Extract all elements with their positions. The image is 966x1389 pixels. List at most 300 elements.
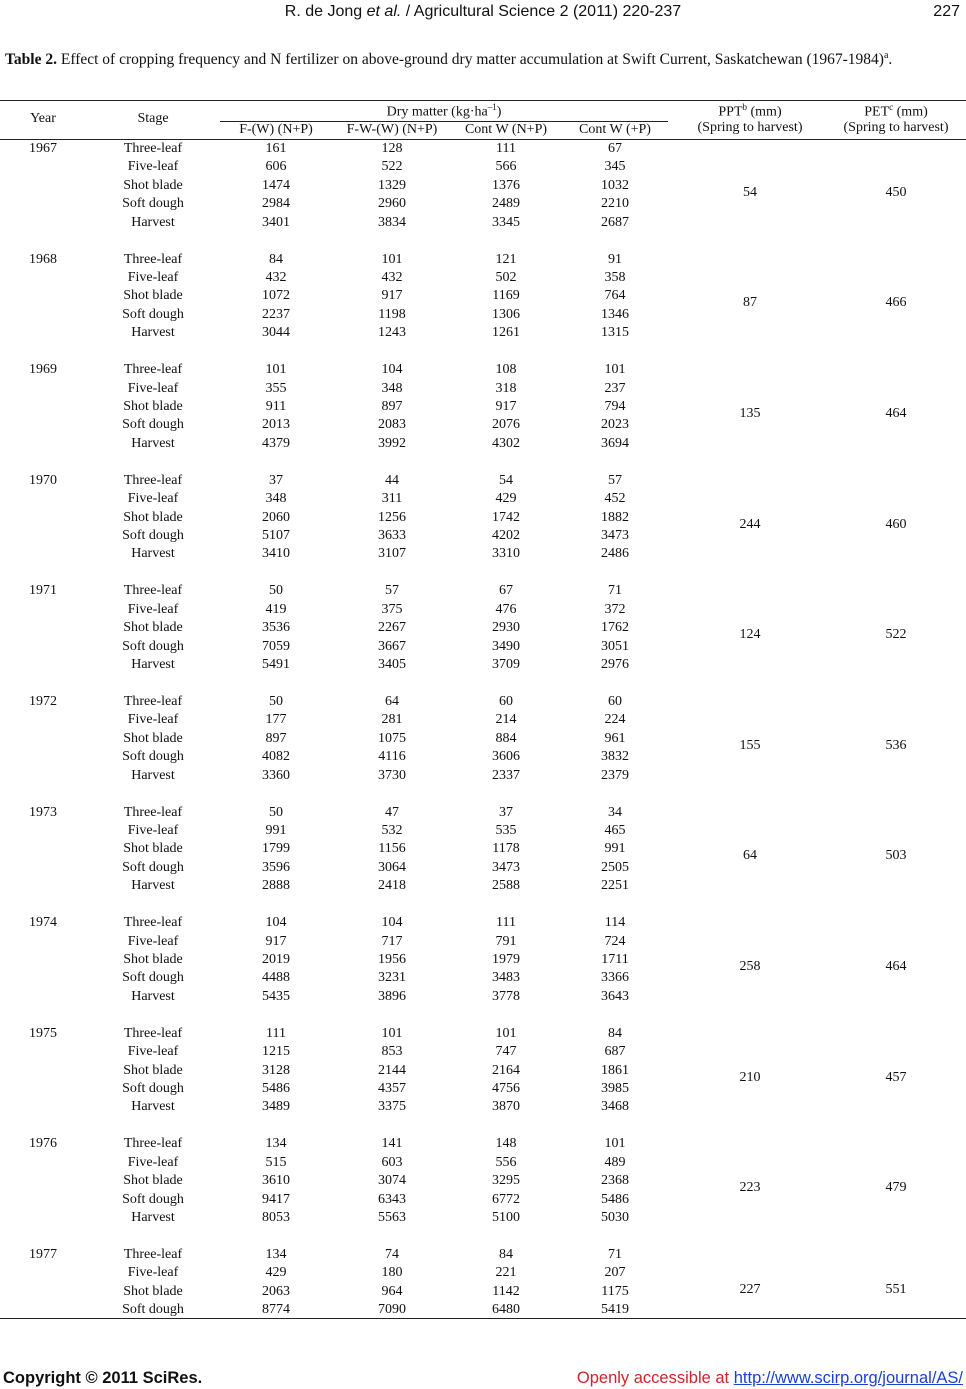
dry-matter-cell: 74 — [385, 1247, 399, 1262]
dry-matter-cell: 3401 — [262, 214, 290, 230]
dry-matter-cell: 2083 — [378, 417, 406, 433]
dry-matter-cell: 2164 — [492, 1062, 520, 1078]
dry-matter-cell: 1198 — [378, 306, 406, 322]
header-col-2: F-W-(W) (N+P) — [346, 122, 438, 137]
stage-cell: Three-leaf — [123, 472, 183, 488]
header-col-1: F-(W) (N+P) — [239, 122, 313, 137]
dry-matter-cell: 3992 — [378, 435, 406, 451]
dry-matter-cell: 358 — [604, 270, 626, 285]
dry-matter-cell: 917 — [265, 933, 287, 949]
dry-matter-cell: 476 — [495, 601, 517, 617]
header-pet — [818, 102, 966, 121]
dry-matter-cell: 84 — [608, 1025, 622, 1041]
pet-cell: 551 — [885, 1281, 907, 1297]
stage-cell: Three-leaf — [123, 583, 183, 599]
dry-matter-cell: 84 — [499, 1247, 513, 1262]
dry-matter-cell: 3896 — [378, 988, 406, 1004]
stage-cell: Three-leaf — [123, 1136, 183, 1152]
dry-matter-cell: 134 — [265, 1136, 287, 1152]
dry-matter-cell: 5486 — [262, 1081, 290, 1096]
dry-matter-cell: 4379 — [262, 435, 290, 451]
dry-matter-cell: 2379 — [601, 767, 629, 783]
caption-footnote-mark: a — [883, 50, 889, 61]
dry-matter-cell: 101 — [265, 362, 287, 378]
dry-matter-cell: 2687 — [601, 214, 629, 230]
ppt-cell: 64 — [743, 848, 757, 864]
stage-cell: Shot blade — [123, 1173, 183, 1189]
dry-matter-cell: 3231 — [378, 970, 406, 986]
dry-matter-cell: 101 — [381, 251, 403, 267]
dry-matter-cell: 207 — [604, 1265, 626, 1281]
dry-matter-cell: 84 — [269, 251, 283, 267]
dry-matter-cell: 489 — [604, 1154, 626, 1170]
ppt-cell: 258 — [739, 959, 761, 974]
year-cell: 1967 — [29, 141, 57, 156]
dry-matter-cell: 9417 — [262, 1191, 290, 1207]
dry-matter-cell: 2368 — [601, 1173, 629, 1189]
dry-matter-cell: 1742 — [492, 509, 520, 525]
year-cell: 1975 — [29, 1025, 57, 1041]
stage-cell: Three-leaf — [123, 141, 183, 156]
dry-matter-cell: 419 — [265, 601, 287, 617]
dry-matter-cell: 964 — [381, 1283, 403, 1299]
stage-cell: Harvest — [131, 988, 175, 1004]
dry-matter-cell: 1072 — [262, 288, 290, 304]
dry-matter-cell: 1156 — [378, 841, 406, 857]
stage-cell: Three-leaf — [123, 362, 183, 378]
stage-cell: Soft dough — [122, 970, 184, 986]
dry-matter-cell: 71 — [608, 583, 622, 599]
ppt-cell: 227 — [739, 1281, 761, 1297]
dry-matter-cell: 111 — [496, 915, 516, 931]
dry-matter-cell: 2210 — [601, 196, 629, 212]
dry-matter-cell: 3667 — [378, 638, 406, 654]
dry-matter-cell: 717 — [381, 933, 403, 949]
dry-matter-cell: 318 — [495, 380, 517, 396]
dry-matter-cell: 3473 — [492, 859, 520, 875]
dry-matter-cell: 911 — [265, 399, 287, 414]
dry-matter-cell: 3633 — [378, 528, 406, 543]
dry-matter-cell: 1142 — [492, 1283, 520, 1299]
caption-end: . — [888, 51, 893, 69]
dry-matter-cell: 4488 — [262, 970, 290, 986]
dry-matter-cell: 4302 — [492, 435, 520, 451]
year-cell: 1969 — [29, 362, 57, 378]
stage-cell: Five-leaf — [127, 601, 179, 617]
dry-matter-cell: 104 — [381, 915, 403, 931]
dry-matter-cell: 1979 — [492, 952, 520, 967]
ppt-cell: 124 — [739, 627, 761, 643]
dry-matter-cell: 3107 — [378, 546, 406, 562]
dry-matter-cell: 853 — [381, 1044, 403, 1060]
stage-cell: Five-leaf — [127, 380, 179, 396]
dry-matter-cell: 4357 — [378, 1081, 406, 1096]
year-cell: 1976 — [29, 1136, 57, 1152]
dry-matter-cell: 47 — [385, 804, 399, 820]
dry-matter-cell: 1032 — [601, 177, 629, 193]
stage-cell: Soft dough — [122, 638, 184, 654]
dry-matter-cell: 101 — [604, 362, 626, 378]
year-cell: 1974 — [29, 915, 57, 931]
dry-matter-cell: 3985 — [601, 1081, 629, 1096]
dry-matter-cell: 8774 — [262, 1302, 290, 1318]
dry-matter-cell: 556 — [495, 1154, 517, 1170]
running-header — [0, 3, 966, 27]
dry-matter-cell: 2588 — [492, 878, 520, 894]
dry-matter-cell: 1215 — [262, 1044, 290, 1060]
dry-matter-cell: 372 — [604, 601, 626, 617]
dry-matter-cell: 345 — [604, 159, 626, 175]
dry-matter-cell: 884 — [495, 730, 517, 746]
year-cell: 1970 — [29, 472, 57, 488]
dry-matter-cell: 4082 — [262, 749, 290, 765]
dry-matter-cell: 5491 — [262, 657, 290, 672]
pet-cell: 464 — [885, 406, 907, 421]
caption-text: Effect of cropping frequency and N fertilizer on above-ground dry matter accumulation at Swift Current, Saskatchewan (1967-1984) — [56, 51, 884, 69]
dry-matter-cell: 3064 — [378, 859, 406, 875]
stage-cell: Harvest — [131, 1210, 175, 1225]
citation-etal: et al. — [366, 3, 402, 20]
dry-matter-cell: 1882 — [601, 509, 629, 525]
dry-matter-cell: 1256 — [378, 509, 406, 525]
dry-matter-cell: 8053 — [262, 1210, 290, 1225]
dry-matter-cell: 2267 — [378, 620, 406, 636]
stage-cell: Harvest — [131, 878, 175, 894]
stage-cell: Five-leaf — [127, 712, 179, 728]
pet-cell: 464 — [885, 959, 907, 974]
dry-matter-cell: 432 — [265, 270, 287, 285]
dry-matter-cell: 515 — [265, 1154, 287, 1170]
stage-cell: Soft dough — [122, 528, 184, 543]
dry-matter-cell: 3730 — [378, 767, 406, 783]
dry-matter-cell: 7059 — [262, 638, 290, 654]
dry-matter-cell: 603 — [381, 1154, 403, 1170]
dry-matter-cell: 104 — [265, 915, 287, 931]
access-notice — [577, 1369, 963, 1388]
dry-matter-cell: 111 — [266, 1025, 286, 1041]
dry-matter-cell: 3051 — [601, 638, 629, 654]
dry-matter-cell: 522 — [381, 159, 403, 175]
stage-cell: Soft dough — [122, 1081, 184, 1096]
stage-cell: Three-leaf — [123, 694, 183, 709]
stage-cell: Shot blade — [123, 620, 183, 636]
year-cell: 1968 — [29, 251, 57, 267]
dry-matter-cell: 3483 — [492, 970, 520, 986]
pet-cell: 479 — [885, 1180, 907, 1196]
dry-matter-cell: 5563 — [378, 1210, 406, 1225]
stage-cell: Soft dough — [122, 306, 184, 322]
dry-matter-cell: 4116 — [378, 749, 406, 765]
dry-matter-cell: 64 — [385, 694, 399, 709]
dry-matter-cell: 50 — [269, 583, 283, 599]
dry-matter-cell: 57 — [608, 472, 622, 488]
dry-matter-cell: 121 — [495, 251, 517, 267]
stage-cell: Shot blade — [123, 1283, 183, 1299]
dry-matter-cell: 2144 — [378, 1062, 406, 1078]
dry-matter-cell: 37 — [499, 804, 513, 820]
dry-matter-cell: 375 — [381, 601, 403, 617]
dry-matter-cell: 961 — [604, 730, 626, 746]
stage-cell: Harvest — [131, 767, 175, 783]
access-text: Openly accessible at — [576, 1369, 734, 1387]
pet-cell: 536 — [885, 737, 907, 753]
dry-matter-cell: 3044 — [262, 325, 290, 341]
stage-cell: Harvest — [131, 325, 175, 341]
ppt-cell: 244 — [739, 516, 761, 532]
pet-footnote-mark: c — [889, 102, 894, 112]
pet-cell: 450 — [885, 184, 907, 200]
dry-matter-cell: 3870 — [492, 1099, 520, 1115]
dry-matter-cell: 161 — [265, 141, 287, 156]
dry-matter-cell: 108 — [495, 362, 517, 378]
dry-matter-cell: 991 — [604, 841, 626, 857]
stage-cell: Shot blade — [123, 841, 183, 857]
dry-matter-cell: 3410 — [262, 546, 290, 562]
dry-matter-cell: 5419 — [601, 1302, 629, 1318]
dry-matter-cell: 2976 — [601, 657, 629, 672]
stage-cell: Harvest — [131, 657, 175, 672]
dry-matter-cell: 50 — [269, 694, 283, 709]
dry-matter-cell: 67 — [608, 141, 622, 156]
header-pet-sub: (Spring to harvest) — [843, 120, 949, 135]
dry-matter-cell: 1711 — [601, 952, 629, 967]
dry-matter-cell: 991 — [265, 823, 287, 838]
dry-matter-cell: 897 — [381, 399, 403, 414]
dry-matter-cell: 764 — [604, 288, 626, 304]
stage-cell: Soft dough — [122, 196, 184, 212]
year-cell: 1977 — [29, 1247, 57, 1262]
dry-matter-cell: 3834 — [378, 214, 406, 230]
stage-cell: Soft dough — [122, 859, 184, 875]
journal-link[interactable]: http://www.scirp.org/journal/AS/ — [733, 1369, 963, 1387]
dry-matter-cell: 3128 — [262, 1062, 290, 1078]
dry-matter-cell: 2888 — [262, 878, 290, 894]
dry-matter-cell: 1329 — [378, 177, 406, 193]
dry-matter-cell: 3490 — [492, 638, 520, 654]
dry-matter-cell: 3489 — [262, 1099, 290, 1115]
dry-matter-cell: 148 — [495, 1136, 517, 1152]
dry-matter-cell: 71 — [608, 1247, 622, 1262]
dry-matter-cell: 3345 — [492, 214, 520, 230]
dry-matter-cell: 114 — [604, 915, 626, 931]
stage-cell: Soft dough — [122, 1302, 184, 1318]
pet-cell: 460 — [885, 516, 907, 532]
dry-matter-cell: 3295 — [492, 1173, 520, 1189]
dry-matter-cell: 60 — [499, 694, 513, 709]
dry-matter-cell: 214 — [495, 712, 517, 728]
dry-matter-cell: 6772 — [492, 1191, 520, 1207]
stage-cell: Harvest — [131, 214, 175, 230]
dry-matter-cell: 5100 — [492, 1210, 520, 1225]
dry-matter-cell: 5107 — [262, 528, 290, 543]
table-caption — [5, 45, 960, 70]
dry-matter-cell: 1175 — [601, 1283, 629, 1299]
dry-matter-cell: 2076 — [492, 417, 520, 433]
dry-matter-cell: 37 — [269, 472, 283, 488]
dry-matter-cell: 1346 — [601, 306, 629, 322]
dry-matter-cell: 532 — [381, 823, 403, 838]
dry-matter-cell: 535 — [495, 823, 517, 838]
stage-cell: Five-leaf — [127, 1154, 179, 1170]
stage-cell: Harvest — [131, 546, 175, 562]
dry-matter-cell: 3473 — [601, 528, 629, 543]
stage-cell: Shot blade — [123, 1062, 183, 1078]
dry-matter-cell: 687 — [604, 1044, 626, 1060]
stage-cell: Five-leaf — [127, 1265, 179, 1281]
dry-matter-label: Dry matter (kg·ha — [386, 104, 488, 120]
dry-matter-cell: 432 — [381, 270, 403, 285]
dry-matter-cell: 897 — [265, 730, 287, 746]
header-stage: Stage — [137, 111, 169, 126]
dry-matter-cell: 5486 — [601, 1191, 629, 1207]
stage-cell: Three-leaf — [123, 915, 183, 931]
dry-matter-cell: 311 — [381, 491, 403, 507]
dry-matter-cell: 224 — [604, 712, 626, 728]
year-cell: 1972 — [29, 694, 57, 709]
stage-cell: Five-leaf — [127, 491, 179, 507]
header-ppt-sub: (Spring to harvest) — [697, 120, 803, 135]
dry-matter-cell: 3694 — [601, 435, 629, 451]
dry-matter-cell: 60 — [608, 694, 622, 709]
dry-matter-cell: 2984 — [262, 196, 290, 212]
dry-matter-cell: 5435 — [262, 988, 290, 1004]
citation-author: R. de Jong — [284, 3, 367, 20]
dry-matter-cell: 4756 — [492, 1081, 520, 1096]
dry-matter-cell: 355 — [265, 380, 287, 396]
table-header-rule — [0, 139, 966, 140]
dry-matter-unit-sup: –1 — [487, 102, 497, 112]
dry-matter-cell: 104 — [381, 362, 403, 378]
ppt-cell: 87 — [743, 295, 757, 311]
stage-cell: Shot blade — [123, 952, 183, 967]
dry-matter-cell: 747 — [495, 1044, 517, 1060]
dry-matter-cell: 452 — [604, 491, 626, 507]
dry-matter-cell: 606 — [265, 159, 287, 175]
dry-matter-cell: 67 — [499, 583, 513, 599]
dry-matter-cell: 1315 — [601, 325, 629, 341]
dry-matter-cell: 141 — [381, 1136, 403, 1152]
dry-matter-cell: 177 — [265, 712, 287, 728]
stage-cell: Five-leaf — [127, 270, 179, 285]
header-year: Year — [30, 111, 56, 126]
ppt-cell: 155 — [739, 737, 761, 753]
dry-matter-cell: 724 — [604, 933, 626, 949]
dry-matter-cell: 348 — [265, 491, 287, 507]
dry-matter-cell: 465 — [604, 823, 626, 838]
ppt-cell: 223 — [739, 1180, 761, 1196]
stage-cell: Five-leaf — [127, 159, 179, 175]
dry-matter-cell: 2251 — [601, 878, 629, 894]
dry-matter-cell: 3606 — [492, 749, 520, 765]
table-top-rule — [0, 100, 966, 101]
dry-matter-cell: 1306 — [492, 306, 520, 322]
dry-matter-cell: 3074 — [378, 1173, 406, 1189]
dry-matter-cell: 111 — [496, 141, 516, 156]
stage-cell: Harvest — [131, 1099, 175, 1115]
stage-cell: Shot blade — [123, 288, 183, 304]
dry-matter-cell: 1861 — [601, 1062, 629, 1078]
header-col-3: Cont W (N+P) — [464, 122, 548, 137]
year-cell: 1971 — [29, 583, 57, 599]
dry-matter-cell: 2505 — [601, 859, 629, 875]
dry-matter-cell: 2418 — [378, 878, 406, 894]
dry-matter-cell: 50 — [269, 804, 283, 820]
dry-matter-cell: 791 — [495, 933, 517, 949]
ppt-cell: 54 — [743, 184, 757, 200]
dry-matter-cell: 1956 — [378, 952, 406, 967]
dry-matter-cell: 1178 — [492, 841, 520, 857]
stage-cell: Five-leaf — [127, 823, 179, 838]
header-dry-matter — [220, 102, 668, 121]
copyright-notice: Copyright © 2011 SciRes. — [3, 1369, 203, 1387]
dry-matter-cell: 429 — [265, 1265, 287, 1281]
dry-matter-cell: 6480 — [492, 1302, 520, 1318]
dry-matter-cell: 57 — [385, 583, 399, 599]
dry-matter-cell: 2013 — [262, 417, 290, 433]
dry-matter-cell: 128 — [381, 141, 403, 156]
pet-cell: 503 — [885, 848, 907, 864]
dry-matter-cell: 3468 — [601, 1099, 629, 1115]
dry-matter-cell: 3405 — [378, 657, 406, 672]
stage-cell: Three-leaf — [123, 1247, 183, 1262]
ppt-footnote-mark: b — [742, 102, 747, 112]
dry-matter-cell: 7090 — [378, 1302, 406, 1318]
dry-matter-cell: 44 — [385, 472, 399, 488]
dry-matter-cell: 180 — [381, 1265, 403, 1281]
dry-matter-cell: 281 — [381, 712, 403, 728]
dry-matter-cell: 2486 — [601, 546, 629, 562]
ppt-cell: 135 — [739, 406, 761, 421]
dry-matter-cell: 794 — [604, 399, 626, 414]
citation-header — [0, 3, 966, 21]
dry-matter-cell: 2337 — [492, 767, 520, 783]
ppt-unit: (mm) — [747, 104, 782, 120]
year-cell: 1973 — [29, 804, 57, 820]
ppt-label: PPT — [718, 104, 743, 120]
dry-matter-cell: 1075 — [378, 730, 406, 746]
stage-cell: Shot blade — [123, 177, 183, 193]
dry-matter-cell: 3536 — [262, 620, 290, 636]
dry-matter-cell: 2960 — [378, 196, 406, 212]
dry-matter-cell: 3366 — [601, 970, 629, 986]
dry-matter-cell: 3310 — [492, 546, 520, 562]
pet-cell: 522 — [885, 627, 907, 643]
pet-unit: (mm) — [893, 104, 928, 120]
dry-matter-cell: 3610 — [262, 1173, 290, 1189]
dry-matter-cell: 3375 — [378, 1099, 406, 1115]
ppt-cell: 210 — [739, 1069, 761, 1085]
table-label: Table 2. — [5, 51, 57, 69]
dry-matter-cell: 3832 — [601, 749, 629, 765]
dry-matter-cell: 1261 — [492, 325, 520, 341]
dry-matter-cell: 566 — [495, 159, 517, 175]
header-col-4: Cont W (+P) — [579, 122, 651, 137]
pet-cell: 457 — [885, 1069, 907, 1085]
dry-matter-cell: 3596 — [262, 859, 290, 875]
dry-matter-cell: 3360 — [262, 767, 290, 783]
dry-matter-cell: 3643 — [601, 988, 629, 1004]
stage-cell: Shot blade — [123, 509, 183, 525]
dry-matter-cell: 3709 — [492, 657, 520, 672]
dry-matter-cell: 917 — [381, 288, 403, 304]
dry-matter-cell: 101 — [495, 1025, 517, 1041]
dry-matter-cell: 502 — [495, 270, 517, 285]
stage-cell: Shot blade — [123, 399, 183, 414]
dry-matter-cell: 237 — [604, 380, 626, 396]
dry-matter-cell: 2023 — [601, 417, 629, 433]
dry-matter-cell: 429 — [495, 491, 517, 507]
dry-matter-cell: 917 — [495, 399, 517, 414]
